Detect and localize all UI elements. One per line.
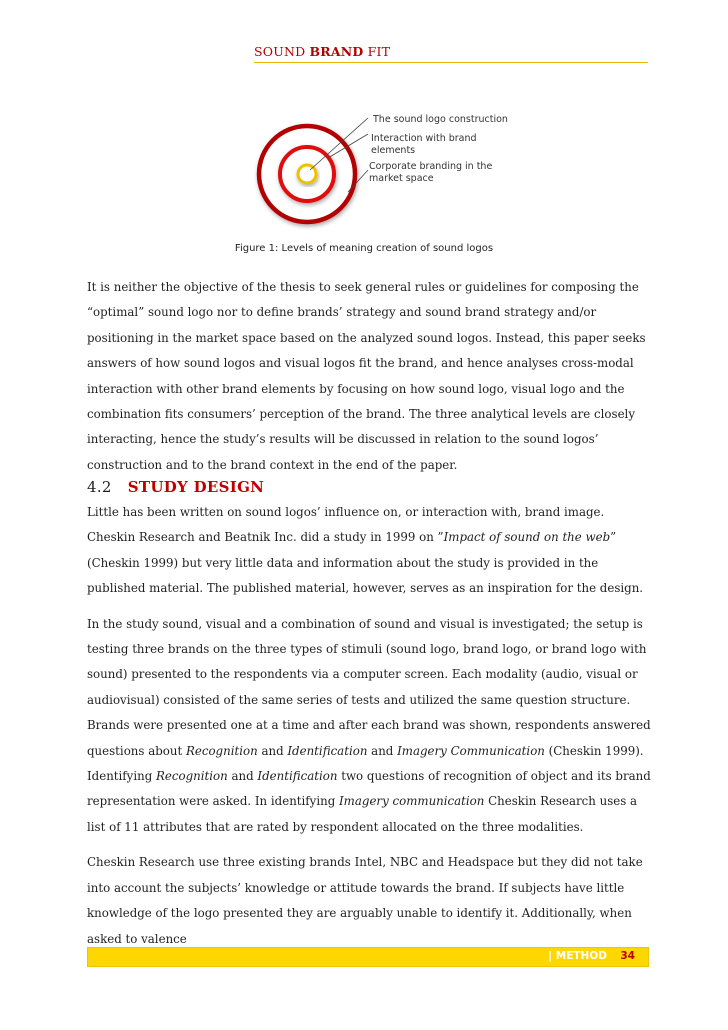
p3-b: Recognition [185, 743, 258, 758]
p3-c: and [257, 743, 288, 758]
p3-g: (Cheskin 1999). Identifying [87, 743, 644, 784]
p3-k: two questions of recognition of object and its brand representation were asked. In identifying [87, 769, 651, 809]
page-number: 34 [620, 950, 635, 962]
p2-title-italic: Impact of sound on the web [443, 530, 611, 545]
inner-ring [298, 165, 316, 183]
paragraph-1: It is neither the objective of the thesis to seek general rules or guidelines for composing the “optimal” sound logo nor to define brands’ strategy and sound brand strategy and/or positioning in the market space based on the analyzed sound logos. Instead, this paper seeks answers of how sound logos and visual logos fit the brand, and hence analyses cross-modal interaction with other brand elements by focusing on how sound logo, visual logo and the combination fits consumers’ perception of the brand. The three analytical levels are closely interacting, hence the study’s results will be discussed in relation to the sound logos’ construction and to the brand context in the end of the paper. [87, 280, 646, 472]
figure-label-1: The sound logo construction [373, 114, 508, 125]
p2-text-a: Little has been written on sound logos’ influence on, or interaction with, brand image. Cheskin Research and Beatnik Inc. did a study in 1999 on ” [87, 505, 605, 545]
p3-e: and [367, 743, 398, 758]
p2-text-c: ” (Cheskin 1999) but very little data and information about the study is provided in the published material. The published material, however, serves as an inspiration for the design. [87, 530, 644, 596]
footer-section-label: | METHOD [548, 950, 607, 962]
p3-f: Imagery Communication [397, 743, 545, 758]
paragraph-intro [87, 275, 653, 488]
header-prefix: SOUND [254, 44, 310, 59]
header-suffix: FIT [363, 44, 391, 59]
header-bold: BRAND [309, 44, 364, 59]
figure-label-3: Corporate branding in the market space [369, 161, 493, 184]
study-design-body [87, 500, 653, 962]
figure-label-2: Interaction with brand elements [371, 133, 477, 156]
p3-j: Identification [257, 769, 338, 784]
p3-i: and [227, 769, 258, 784]
concentric-circles-diagram [250, 100, 370, 230]
running-header [254, 44, 648, 63]
paragraph-2 [87, 500, 653, 602]
p3-l: Imagery communication [339, 794, 485, 809]
p3-d: Identification [287, 743, 368, 758]
paragraph-3 [87, 612, 653, 841]
section-heading [87, 478, 264, 496]
p3-h: Recognition [156, 769, 228, 784]
p3-m: Cheskin Research uses a list of 11 attributes that are rated by respondent allocated on the three modalities. [87, 794, 638, 834]
p3-a: In the study sound, visual and a combination of sound and visual is investigated; the setup is testing three brands on the three types of stimuli (sound logo, brand logo, or brand logo with sound) presented to the respondents via a computer screen. Each modality (audio, visual or audiovisual) consisted of the same series of tests and utilized the same question structure. Brands were presented one at a time and after each brand was shown, respondents answered questions about [87, 616, 651, 758]
section-title: STUDY DESIGN [127, 478, 265, 496]
section-number: 4.2 [87, 478, 112, 496]
figure-caption: Figure 1: Levels of meaning creation of sound logos [234, 243, 494, 254]
footer-bar [87, 947, 649, 967]
paragraph-4: Cheskin Research use three existing brands Intel, NBC and Headspace but they did not take into account the subjects’ knowledge or attitude towards the brand. If subjects have little knowledge of the logo presented they are arguably unable to identify it. Additionally, when asked to valence [87, 855, 643, 946]
